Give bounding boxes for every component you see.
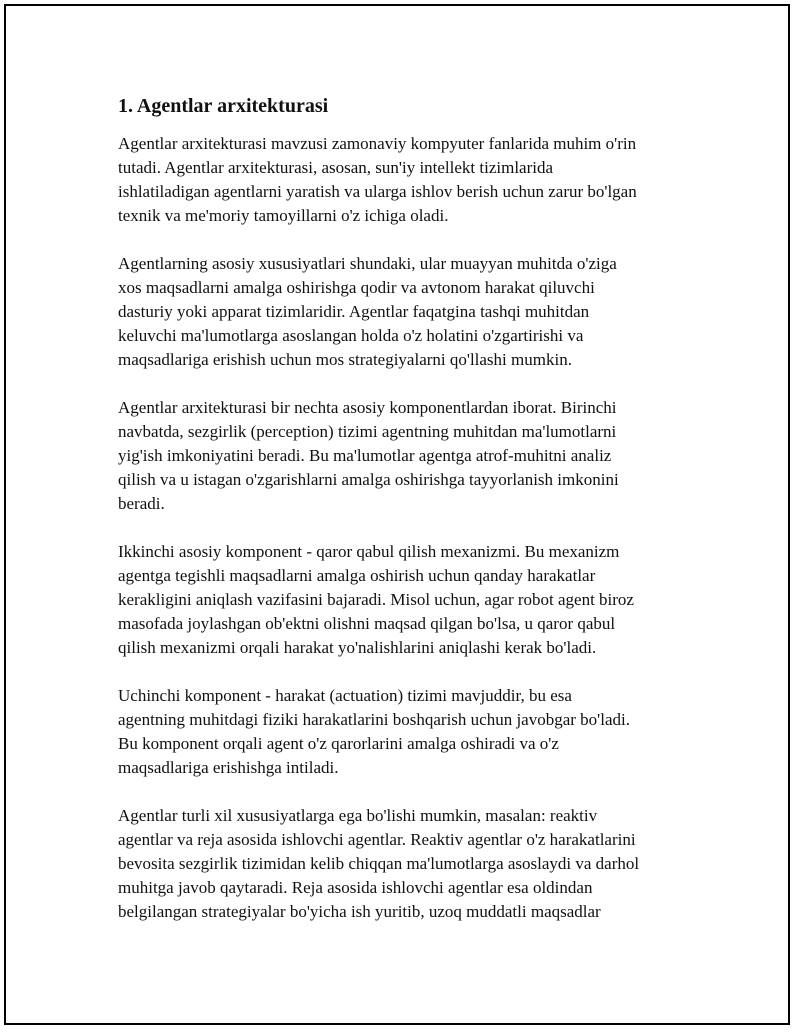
- paragraph-4: Ikkinchi asosiy komponent - qaror qabul qilish mexanizmi. Bu mexanizm agentga tegishli maqsadlarni amalga oshirish uchun qanday harakatlar kerakligini aniqlash vazifasini bajaradi. Misol uchun, agar robot agent biroz masofada joylashgan ob'ektni olishni maqsad qilgan bo'lsa, u qaror qabul qilish mexanizmi orqali harakat yo'nalishlarini aniqlashi kerak bo'ladi.: [118, 542, 634, 657]
- paragraph-1: Agentlar arxitekturasi mavzusi zamonaviy kompyuter fanlarida muhim o'rin tutadi. Agentlar arxitekturasi, asosan, sun'iy intellekt tizimlarida ishlatiladigan agentlarni yaratish va ularga ishlov berish uchun zarur bo'lgan texnik va me'moriy tamoyillarni o'z ichiga oladi.: [118, 134, 637, 225]
- paragraph-5: Uchinchi komponent - harakat (actuation) tizimi mavjuddir, bu esa agentning muhitdagi fiziki harakatlarini boshqarish uchun javobgar bo'ladi. Bu komponent orqali agent o'z qarorlarini amalga oshiradi va o'z maqsadlariga erishishga intiladi.: [118, 686, 630, 777]
- paragraph-6: Agentlar turli xil xususiyatlarga ega bo'lishi mumkin, masalan: reaktiv agentlar va reja asosida ishlovchi agentlar. Reaktiv agentlar o'z harakatlarini bevosita sezgirlik tizimidan kelib chiqqan ma'lumotlarga asoslaydi va darhol muhitga javob qaytaradi. Reja asosida ishlovchi agentlar esa oldindan belgilangan strategiyalar bo'yicha ish yuritib, uzoq muddatli maqsadlar: [118, 806, 640, 921]
- paragraph-2: Agentlarning asosiy xususiyatlari shundaki, ular muayyan muhitda o'ziga xos maqsadlarni amalga oshirishga qodir va avtonom harakat qiluvchi dasturiy yoki apparat tizimlaridir. Agentlar faqatgina tashqi muhitdan keluvchi ma'lumotlarga asoslangan holda o'z holatini o'zgartirishi va maqsadlariga erishish uchun mos strategiyalarni qo'llashi mumkin.: [118, 254, 617, 369]
- paragraph-3: Agentlar arxitekturasi bir nechta asosiy komponentlardan iborat. Birinchi navbatda, sezgirlik (perception) tizimi agentning muhitdan ma'lumotlarni yig'ish imkoniyatini beradi. Bu ma'lumotlar agentga atrof-muhitni analiz qilish va u istagan o'zgarishlarni amalga oshirishga tayyorlanish imkonini beradi.: [118, 398, 619, 513]
- section-heading: 1. Agentlar arxitekturasi: [118, 95, 329, 117]
- document-body: [118, 92, 698, 948]
